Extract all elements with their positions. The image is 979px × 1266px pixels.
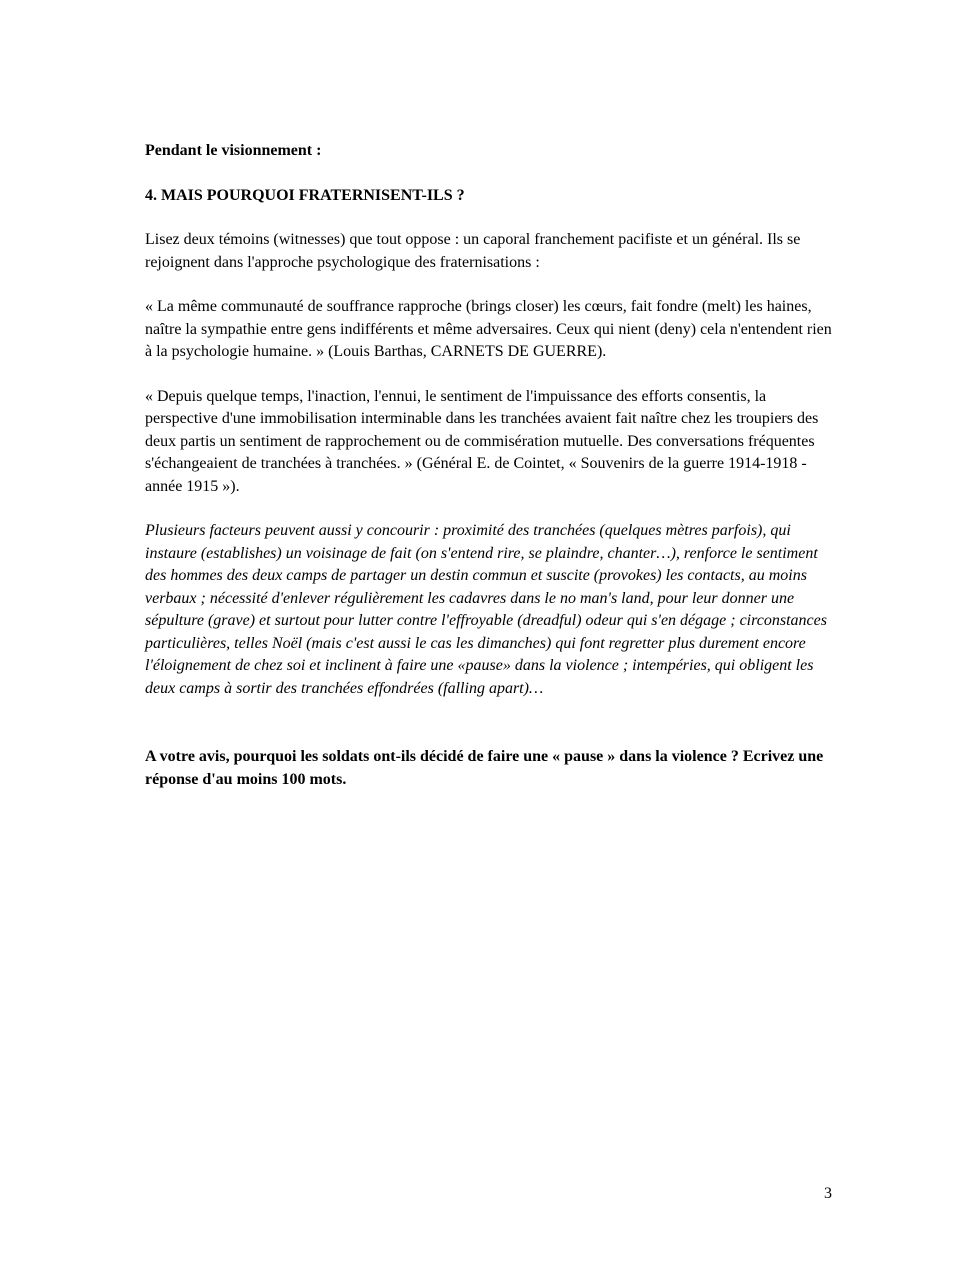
- document-content: [145, 140, 836, 813]
- quote-barthas-paragraph: « La même communauté de souffrance rapproche (brings closer) les cœurs, fait fondre (melt) les haines, naître la sympathie entre gens indifférents et même adversaires. Ceux qui nient (deny) cela n'entendent rien à la psychologie humaine. » (Louis Barthas, CARNETS DE GUERRE).: [145, 298, 832, 360]
- assignment-question: A votre avis, pourquoi les soldats ont-ils décidé de faire une « pause » dans la violence ? Ecrivez une réponse d'au moins 100 mots.: [145, 748, 824, 788]
- section-header: Pendant le visionnement :: [145, 142, 322, 159]
- document-title: 4. MAIS POURQUOI FRATERNISENT-ILS ?: [145, 186, 465, 204]
- quote-cointet-paragraph: « Depuis quelque temps, l'inaction, l'ennui, le sentiment de l'impuissance des efforts consentis, la perspective d'une immobilisation interminable dans les tranchées avaient fait naître chez les troupiers des deux partis un sentiment de rapprochement ou de commisération mutuelle. Des conversations fréquentes s'échangeaient de tranchées à tranchées. » (Général E. de Cointet, « Souvenirs de la guerre 1914-1918 - année 1915 »).: [145, 387, 819, 495]
- page-number: 3: [824, 1185, 832, 1202]
- intro-paragraph: Lisez deux témoins (witnesses) que tout oppose : un caporal franchement pacifiste et un général. Ils se rejoignent dans l'approche psychologique des fraternisations :: [145, 231, 801, 271]
- factors-paragraph: Plusieurs facteurs peuvent aussi y concourir : proximité des tranchées (quelques mètres parfois), qui instaure (establishes) un voisinage de fait (on s'entend rire, se plaindre, chanter…), renforce le sentiment des hommes des deux camps de partager un destin commun et suscite (provokes) les contacts, au moins verbaux ; nécessité d'enlever régulièrement les cadavres dans le no man's land, pour leur donner une sépulture (grave) et surtout pour lutter contre l'effroyable (dreadful) odeur qui s'en dégage ; circonstances particulières, telles Noël (mais c'est aussi le cas les dimanches) qui font regretter plus durement encore l'éloignement de chez soi et inclinent à faire une «pause» dans la violence ; intempéries, qui obligent les deux camps à sortir des tranchées effondrées (falling apart)…: [145, 522, 827, 697]
